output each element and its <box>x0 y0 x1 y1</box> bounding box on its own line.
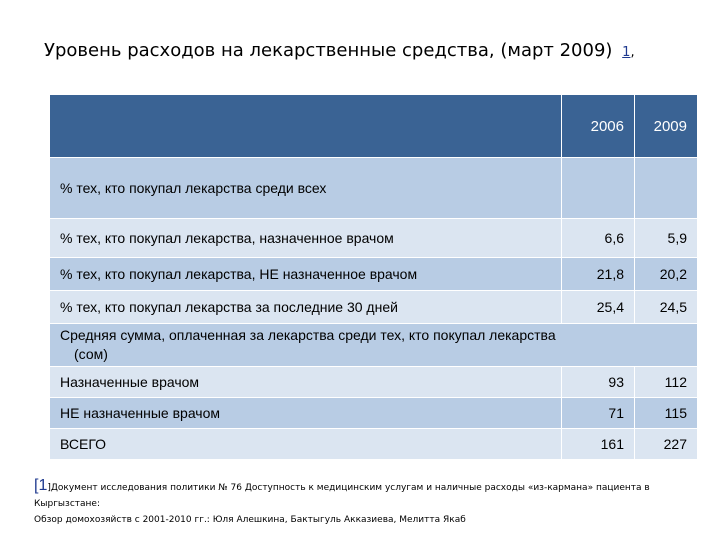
page-title <box>44 40 704 61</box>
table-row <box>50 291 698 324</box>
section2-title <box>50 324 698 367</box>
row-value-2009: 112 <box>635 367 698 398</box>
title-tail: , <box>630 45 635 60</box>
section1-empty-2006 <box>562 158 635 219</box>
section1-title: % тех, кто покупал лекарства среди всех <box>50 158 562 219</box>
row-value-2009: 20,2 <box>635 258 698 291</box>
header-year-2009: 2009 <box>635 95 698 158</box>
table-row <box>50 258 698 291</box>
row-value-2006: 71 <box>562 398 635 429</box>
row-value-2006: 25,4 <box>562 291 635 324</box>
row-label: Назначенные врачом <box>50 367 562 398</box>
row-label: % тех, кто покупал лекарства, НЕ назначенное врачом <box>50 258 562 291</box>
table-row <box>50 398 698 429</box>
row-value-2009: 24,5 <box>635 291 698 324</box>
table-row <box>50 219 698 258</box>
header-year-2006: 2006 <box>562 95 635 158</box>
table-row <box>50 367 698 398</box>
row-label: ВСЕГО <box>50 429 562 460</box>
footnote-text-line1: Документ исследования политики № 76 Доступность к медицинским услугам и наличные расходы «из-кармана» пациента в Кыргызстане: <box>34 483 650 509</box>
row-label: % тех, кто покупал лекарства, назначенное врачом <box>50 219 562 258</box>
table-row <box>50 429 698 460</box>
footnote <box>34 478 714 528</box>
section1-title-row <box>50 158 698 219</box>
expenses-table <box>49 94 698 460</box>
section2-title-line2: (сом) <box>74 346 108 362</box>
row-value-2006: 6,6 <box>562 219 635 258</box>
section2-title-line1: Средняя сумма, оплаченная за лекарства среди тех, кто покупал лекарства <box>60 327 556 343</box>
row-value-2009: 227 <box>635 429 698 460</box>
row-label: НЕ назначенные врачом <box>50 398 562 429</box>
table-header-row <box>50 95 698 158</box>
section2-title-row <box>50 324 698 367</box>
title-text: Уровень расходов на лекарственные средства, (март 2009) <box>44 40 613 61</box>
row-value-2006: 21,8 <box>562 258 635 291</box>
row-value-2006: 161 <box>562 429 635 460</box>
row-value-2006: 93 <box>562 367 635 398</box>
row-value-2009: 5,9 <box>635 219 698 258</box>
footnote-marker-tail: ] <box>47 483 51 493</box>
footnote-text-line2: Обзор домохозяйств с 2001-2010 гг.: Юля Алешкина, Бактыгуль Акказиева, Мелитта Якаб <box>34 515 466 525</box>
section1-empty-2009 <box>635 158 698 219</box>
header-label-cell <box>50 95 562 158</box>
row-value-2009: 115 <box>635 398 698 429</box>
title-footnote-link[interactable]: 1 <box>622 45 631 60</box>
footnote-marker-link[interactable]: [1 <box>34 477 48 494</box>
row-label: % тех, кто покупал лекарства за последние 30 дней <box>50 291 562 324</box>
